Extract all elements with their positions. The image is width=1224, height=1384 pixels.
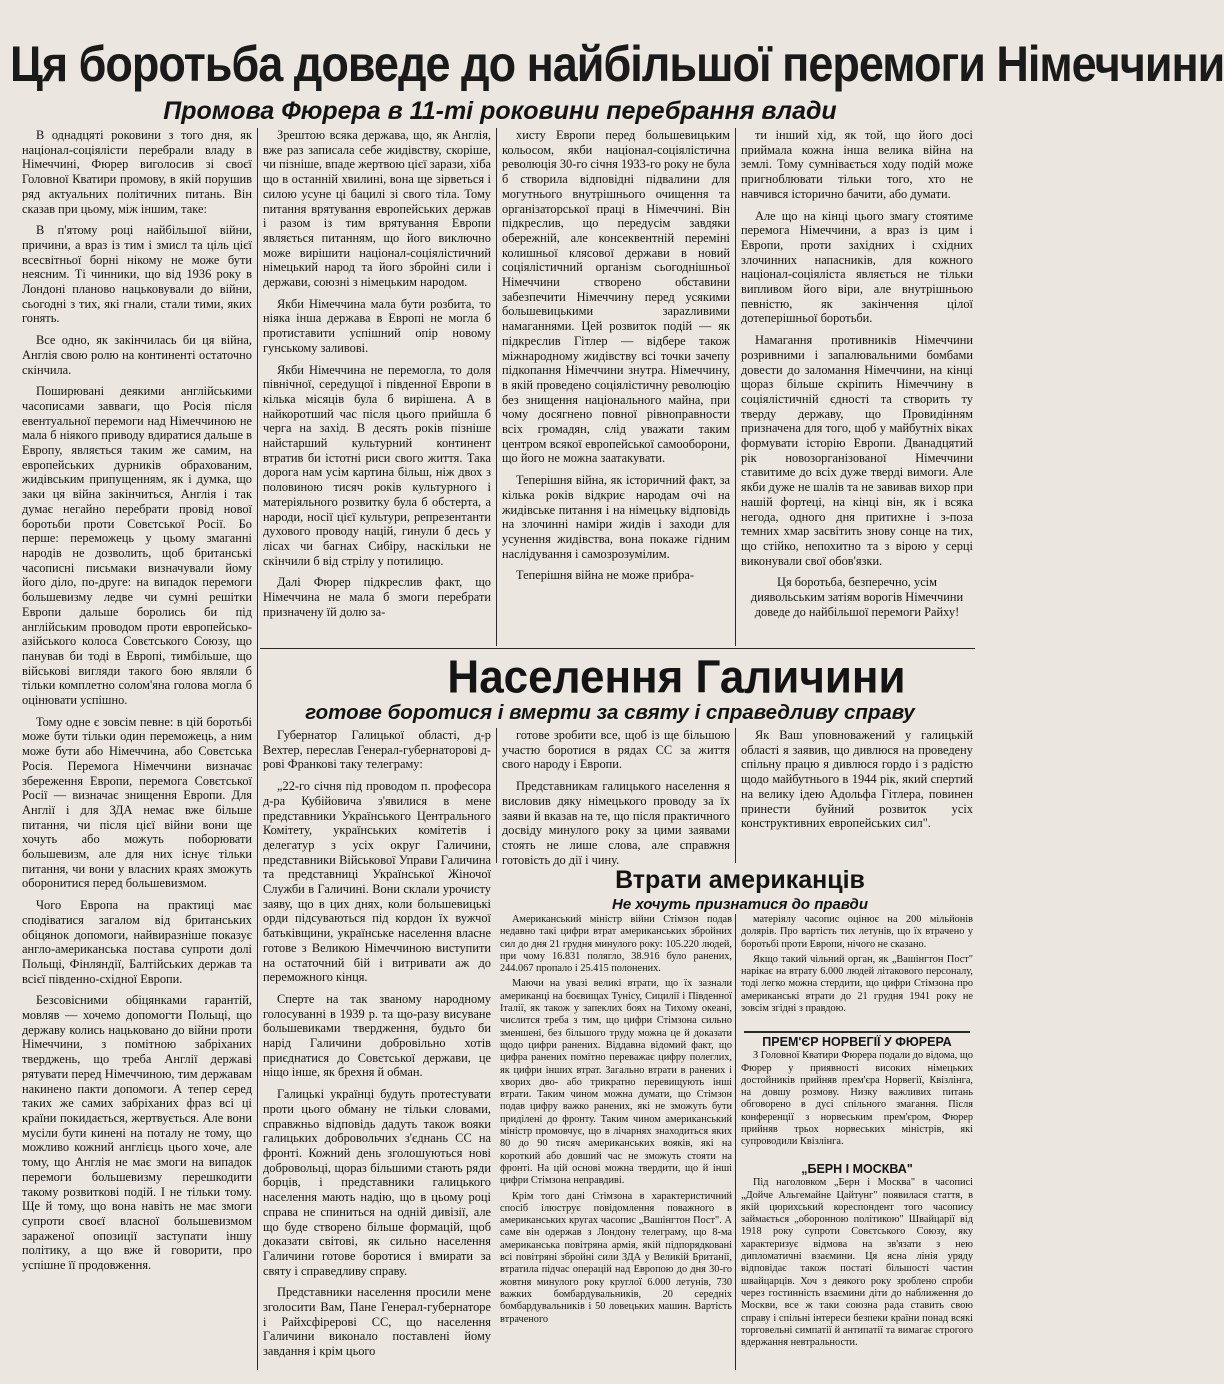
paragraph: Представники населення просили мене зголосити Вам, Пане Генерал-губернаторе і Райхсфірерові СС, що населення Галичини виконало поставлені йому завдання і крім цього [263, 1285, 491, 1359]
paragraph: Маючи на увазі великі втрати, що їх зазнали американці на боєвищах Тунісу, Сицилії і Південної Італії, як також у запеклих боях на Тихому океані, числится треба з тим, що цифри Стімзона сильно зменшені, без більшого труду можна це й доказати щодо цифри ранених. Віддавна відомий факт, що цифра ранених помітно переважає цифру полеглих, як цифри інших втрат. Загально втрати в ранених і хворих дво- або трикратно перевищують інші втрати. Таким чином можна думати, що Стімзон подав цифру важко ранених, які не зможуть бути приділені до фронту. Таким чином американський міністр промовчує, що в лічарнях знаходиться яких 80 до 90 тисяч американських вояків, які на короткий або довший час не зможуть стояти на фронті. На цій основі можна твердити, що й інші цифри Стімзона неправдиві. [500, 978, 732, 1187]
paragraph: Поширювані деякими англійськими часописами завваги, що Росія після евентуальної перемоги над Німеччиною не мала б ніякого приводу вдиратися дальше в Европу, являється таким же самим, на европейських дурників обрахованим, жидівським припущенням, як і думка, що заки ця війна закінчиться, Англія і так думає негайно перебрати провід нової боротьби проти Совєтської Росії. Бо перше: переможець у цьому змаганні народів не дозволить, щоб британські часописні письмаки визначували йому його діло, по-друге: на випадок перемоги большевизму ледве чи сумні решітки Европи дальше боролись би під англійським проводом проти европейсько-азійського колоса Совєтського Союзу, що панував би тоді в Европі, тимбільше, що військові вигляди такого бою являли б тільки комплетно солом'яна голова могла б оцінювати успішно. [22, 384, 252, 708]
paragraph: Представникам галицького населення я висловив дяку німецького проводу за їх заяви й вказав на те, що після практичного досвіду минулого року за цими заявами стоять не лише слова, але справжня готовість до дії і чину. [502, 779, 730, 867]
article-column-3 [502, 128, 730, 646]
paragraph: Якби Німеччина не перемогла, то доля північної, середущої і південної Европи в кілька місяців була б вирішена. А в найкоротший час після цього прийшла б черга на захід. В десять років пізніше найстарший культурний континент втратив би істотні риси свого життя. Така дорога нам усім картина більш, ніж двох з половиною тисяч років культурного і матеріяльного розвитку була б обстерта, а народи, носії цієї культури, репрезентанти духового проводу націй, гинули б десь у лісах чи багнах Сибіру, наскільки не скінчили б від стрілу у потилицю. [263, 362, 491, 568]
column-divider [735, 728, 736, 863]
paragraph: ти інший хід, як той, що його досі приймала кожна інша велика війна на землі. Тому сумнівається ходу подій може пригноблювати тільки того, хто не навчився історично бачити, або думати. [741, 128, 973, 201]
paragraph: Але що на кінці цього змагу стоятиме перемога Німеччини, а враз із цим і Европи, проти західних і східних злочинних напасників, для кожного націонал-соціяліста являється не тільки випливом його віри, але внутрішньою певністю, як закінчення цілої дотеперішньої боротьби. [741, 208, 973, 326]
bern-headline: „БЕРН І МОСКВА" [801, 1162, 913, 1176]
article-column-4 [741, 128, 973, 646]
paragraph: готове зробити все, щоб із ще більшою участю боротися в рядах СС за життя свого народу і Европи. [502, 728, 730, 772]
galicia-column-2 [263, 728, 491, 1370]
paragraph: Якщо такий чільний орган, як „Вашінгтон Пост" нарікає на втрату 6.000 людей літакового персоналу, тоді легко можна стердити, що цифри Стімзона про американські втрати до 21 грудня 1941 року не зовсім згідні з правдою. [741, 953, 973, 1015]
paragraph: Губернатор Галицької області, д-р Вехтер, переслав Генерал-губернаторові д-рові Франкові таку телеграму: [263, 728, 491, 772]
americans-column-4 [741, 914, 973, 1028]
galicia-headline: Населення Галичини [447, 651, 906, 704]
paragraph: Тому одне є зовсім певне: в цій боротьбі може бути тільки один переможець, а ним може бути або Німеччина, або Совєтська Росія. Перемога Німеччини визначає збереження Европи, перемога Совєтської Росії — визначає знищення Европи. Для Англії і для ЗДА немає вже більше питання, чи після цієї війни вони ще хочуть або можуть поборювати большевизм, але для них існує тільки питання, чи вони у власних краях зможуть оборонитися перед большевизмом. [22, 714, 252, 891]
paragraph: В однадцяті роковини з того дня, як націонал-соціялісти перебрали владу в Німеччині, Фюрер виголосив зі своєї Головної Кватири промову, в якій порушив ряд актуальних політичних питань. Він сказав при цьому, між іншим, таке: [22, 128, 252, 216]
paragraph: Чого Европа на практиці має сподіватися загалом від британських обіцянок допомоги, найвиразніше показує англо-американська постава супроти долі Польщі, Фінляндії, Балтійських держав та всієї південно-східної Европи. [22, 898, 252, 986]
column-divider [496, 128, 497, 646]
paragraph: матеріялу часопис оцінює на 200 мільйонів долярів. Про вартість тих летунів, що їх втрачено у боротьбі проти Европи, нічого не сказано. [741, 914, 973, 950]
galicia-column-4 [741, 728, 973, 864]
main-subheadline: Промова Фюрера в 11-ті роковини перебрання влади [163, 97, 837, 125]
column-divider [735, 914, 736, 1370]
paragraph: Намагання противників Німеччини розривними і запалювальними бомбами довести до заломання Німеччини, на кінці щораз більше скріпить Німеччину в соціялістичній єдності та створить ту тверду державу, що Провидінням призначена для того, щоб у майбутніх віках формувати історію Европи. Дванадцятий рік новозорганізованої Німеччини ставитиме до всіх дуже тверді вимоги. Але якби дуже не шалів та не завивав вихор при нашій фортеці, на кінці він, як і всяка негода, одного дня притихне і з-поза темних хмар засвітить знову сонце на тих, що стійко, непохитно та з вірою у серці виконували свої обов'язки. [741, 333, 973, 568]
paragraph: Теперішня війна не може прибра- [516, 568, 695, 583]
americans-column-3 [500, 914, 732, 1370]
column-divider [735, 128, 736, 646]
section-rule [260, 648, 975, 649]
paragraph: Теперішня війна, як історичний факт, за кілька років відкриє народам очі на жидівське питання і на німецьку відповідь на злочинні наміри жидів і заходи для усунення жидівства, вона покаже гідним наслідування і самозрозумілим. [502, 473, 730, 561]
americans-subheadline: Не хочуть признатися до правди [611, 896, 868, 913]
paragraph: Зрештою всяка держава, що, як Англія, вже раз записала себе жидівству, скоріше, чи пізніше, впаде жертвою цієї зарази, хіба що в останній хвилині, вона ще зірветься і силою усуне ці бацилі зі свого тіла. Тому питання врятування европейських держав і разом із тим врятування Европи являється питанням, що його виключно може вирішити націонал-соціялістичний німецький народ та його збройні сили і держави, союзні з німецьким народом. [263, 128, 491, 290]
paragraph: Під наголовком „Берн і Москва" в часописі „Дойче Альгемайне Цайтунг" появилася стаття, в якій цюрихський кореспондент того часопису займається „оборонною політикою" Швайцарії від 1918 року супроти Совєтського Союзу, яку характеризує відмова на зв'язати з нею дипломатичні взаємини. Ця ясна лінія уряду відповідає також постаті більшості частин швайцарців. Хоч з деякого року зроблено спроби через гостинність взаємини діти до наближення до Москви, все ж таки союзна рада ставить свою справу і спільні інтереси безпеки країни понад всякі торговельні симпатії й антипатії та вимагає строгого вдержання невтральности. [741, 1177, 973, 1349]
paragraph: Галицькі українці будуть протестувати проти цього обману не тільки словами, справжньо відповідь дадуть також вояки галицьких добровольчих з'єднань СС на фронті. Кожний день зголошуються нові добровольці, щораз більшими стають ряди борців, і представники галицького населення мають надію, що в цьому році справа не спиниться на одній дивізії, але що буде створено більше формацій, щоб доказати світові, як сильно населення Галичини готове боротися і вмирати за святу і справедливу справу. [263, 1087, 491, 1278]
americans-headline: Втрати американців [615, 866, 865, 894]
box-rule [744, 1031, 970, 1033]
paragraph: Ця боротьба, безперечно, усім диявольським затіям ворогів Німеччини доведе до найбільшої перемоги Райху! [750, 575, 964, 619]
paragraph: Крім того дані Стімзона в характеристичний спосіб ілюструє повідомлення поважного в американських кругах часопис „Вашінгтон Пост". А саме він одержав з Лондону телеграму, що 8-ма американська повітряна армія, якій підпорядковані всі повітряні збройні сили ЗДА у Великій Британії, втратила підчас операцій над Европою до дня 30-го жовтня минулого року круглої 6.000 летунів, 730 важких бомбардувальників, 20 середніх бомбардувальників і 50 ловецьких машин. Вартість втраченого [500, 1190, 732, 1325]
article-column-2 [263, 128, 491, 646]
article-column-1 [22, 128, 252, 1370]
paragraph: З Головної Кватири Фюрера подали до відома, що Фюрер у приявності високих німецьких достойників прийняв прем'єра Норвегії, Квізлінга, на довшу розмову. Низку важливих питань обговорено в дусі спільного змагання. Після конференції з норвеським прем'єром, Фюрер прийняв трьох норвеських міністрів, які супроводили Квізлінга. [741, 1050, 973, 1148]
norway-article [741, 1036, 973, 1160]
bern-article [741, 1163, 973, 1370]
paragraph: Все одно, як закінчилась би ця війна, Англія свою ролю на континенті остаточно скінчила. [22, 333, 252, 377]
column-divider [257, 128, 258, 1370]
paragraph: Якби Німеччина мала бути розбита, то ніяка інша держава в Европі не могла б протиставити успішний опір новому гунському заливові. [263, 296, 491, 355]
paragraph: Сперте на так званому народному голосуванні в 1939 р. та що-разу висуване большевиками твердження, будьто би нарід Галичини добровільно хотів приєднатися до Совєтської держави, це ніщо інше, як брехня й обман. [263, 991, 491, 1080]
paragraph: Американський міністр війни Стімзон подав недавно такі цифри втрат американських збройних сил до дня 21 грудня минулого року: 105.220 людей, при чому 16.831 полягло, 38.916 було ранених, 244.067 пропало і 25.415 полонених. [500, 914, 732, 975]
column-divider [496, 728, 497, 863]
paragraph: хисту Европи перед большевицьким кольосом, якби націонал-соціялістична революція 30-го січня 1933-го року не була б створила відповідні підвалини для могутнього внутрішнього очищення та організаторської праці в Німеччині. Він підкреслив, що передусім завдяки обережній, але консеквентній переміні колишньої клясової держави в новий соціялістичний організм сьогоднішньої Німеччини створено обставини забезпечити Німеччину перед усякими большевицькими зарazливими намаганнями. Цей розвиток подій — як підкреслив Гітлер — відбере також міжнародному жидівству всі точки зачепу підкопання Німеччини знутра. Німеччину, в якій проведено соціялістичну революцію без знищення національного майна, при чому досягнено повної рівноправности всіх громадян, слід уважати таким центром всякої европейської самооборони, що його не можна заатакувати. [502, 128, 730, 466]
paragraph: Далі Фюрер підкреслив факт, що Німеччина не мала б змоги перебрати призначену їй долю за- [263, 575, 491, 619]
galicia-subheadline: готове боротися і вмерти за святу і справедливу справу [305, 701, 915, 724]
paragraph: „22-го січня під проводом п. професора д-ра Кубійовича з'явилися в мене представники Українського Центрального Комітету, українських комітетів і делегатур з усіх округ Галичини, представники Військової Управи Галичина та представниці Української Жіночої Служби в Галичині. Вони склали урочисту заяву, що в цих днях, коли большевицькі орди підсуваються під кордон їх вужчої батьківщини, українське населення власне готове з Великою Німеччиною виступити на остаточний бій і витривати аж до переможного кінця. [263, 779, 491, 985]
galicia-column-3 [502, 728, 730, 867]
paragraph: Як Ваш уповноважений у галицькій області я заявив, що дивлюся на проведену спільну працю я дивлюся гордо і з радістю щодо майбутнього в 1944 рік, який спертий на велику ідею Адольфа Гітлера, повинен принести буйний розвиток усіх конструктивних европейських сил". [741, 728, 973, 831]
norway-headline: ПРЕМ'ЄР НОРВЕГІЇ У ФЮРЕРА [762, 1035, 952, 1049]
main-headline: Ця боротьба доведе до найбільшої перемоги Німеччини [10, 34, 1224, 92]
paragraph: В п'ятому році найбільшої війни, причини, а враз із тим і змисл та ціль цієї всесвітньої борні нікому не може бути неясним. Ті чинники, що від 1936 року в Лондоні планово нацьковували до війни, сьогодні з тих, які гнали, стали тими, яких гонять. [22, 223, 252, 326]
paragraph: Безсовісними обіцянками гарантій, мовляв — хочемо допомогти Польщі, що державу колись нацьковано до війни проти Німеччини, з помітною забріханих тверджень, що треба Англії державі рятувати перед Німеччиною, тим державам накинено пакти допомоги. А тепер серед таких же самих забріханих фраз всі ці країни покидається, жертвується. Але вони мусіли бути кинені на поталу не тому, що можливо кожний англієць цього хоче, але тому, що Англія не має змоги на випадок перемоги большевизму перешкодити такому розвиткові подій. І не тільки тому. Ще й тому, що вона навіть не має змоги супроти своєї власної большевизмом зараженої опозиції заступати іншу політику, а що вже й говорити, про успішне її продовження. [22, 993, 252, 1273]
